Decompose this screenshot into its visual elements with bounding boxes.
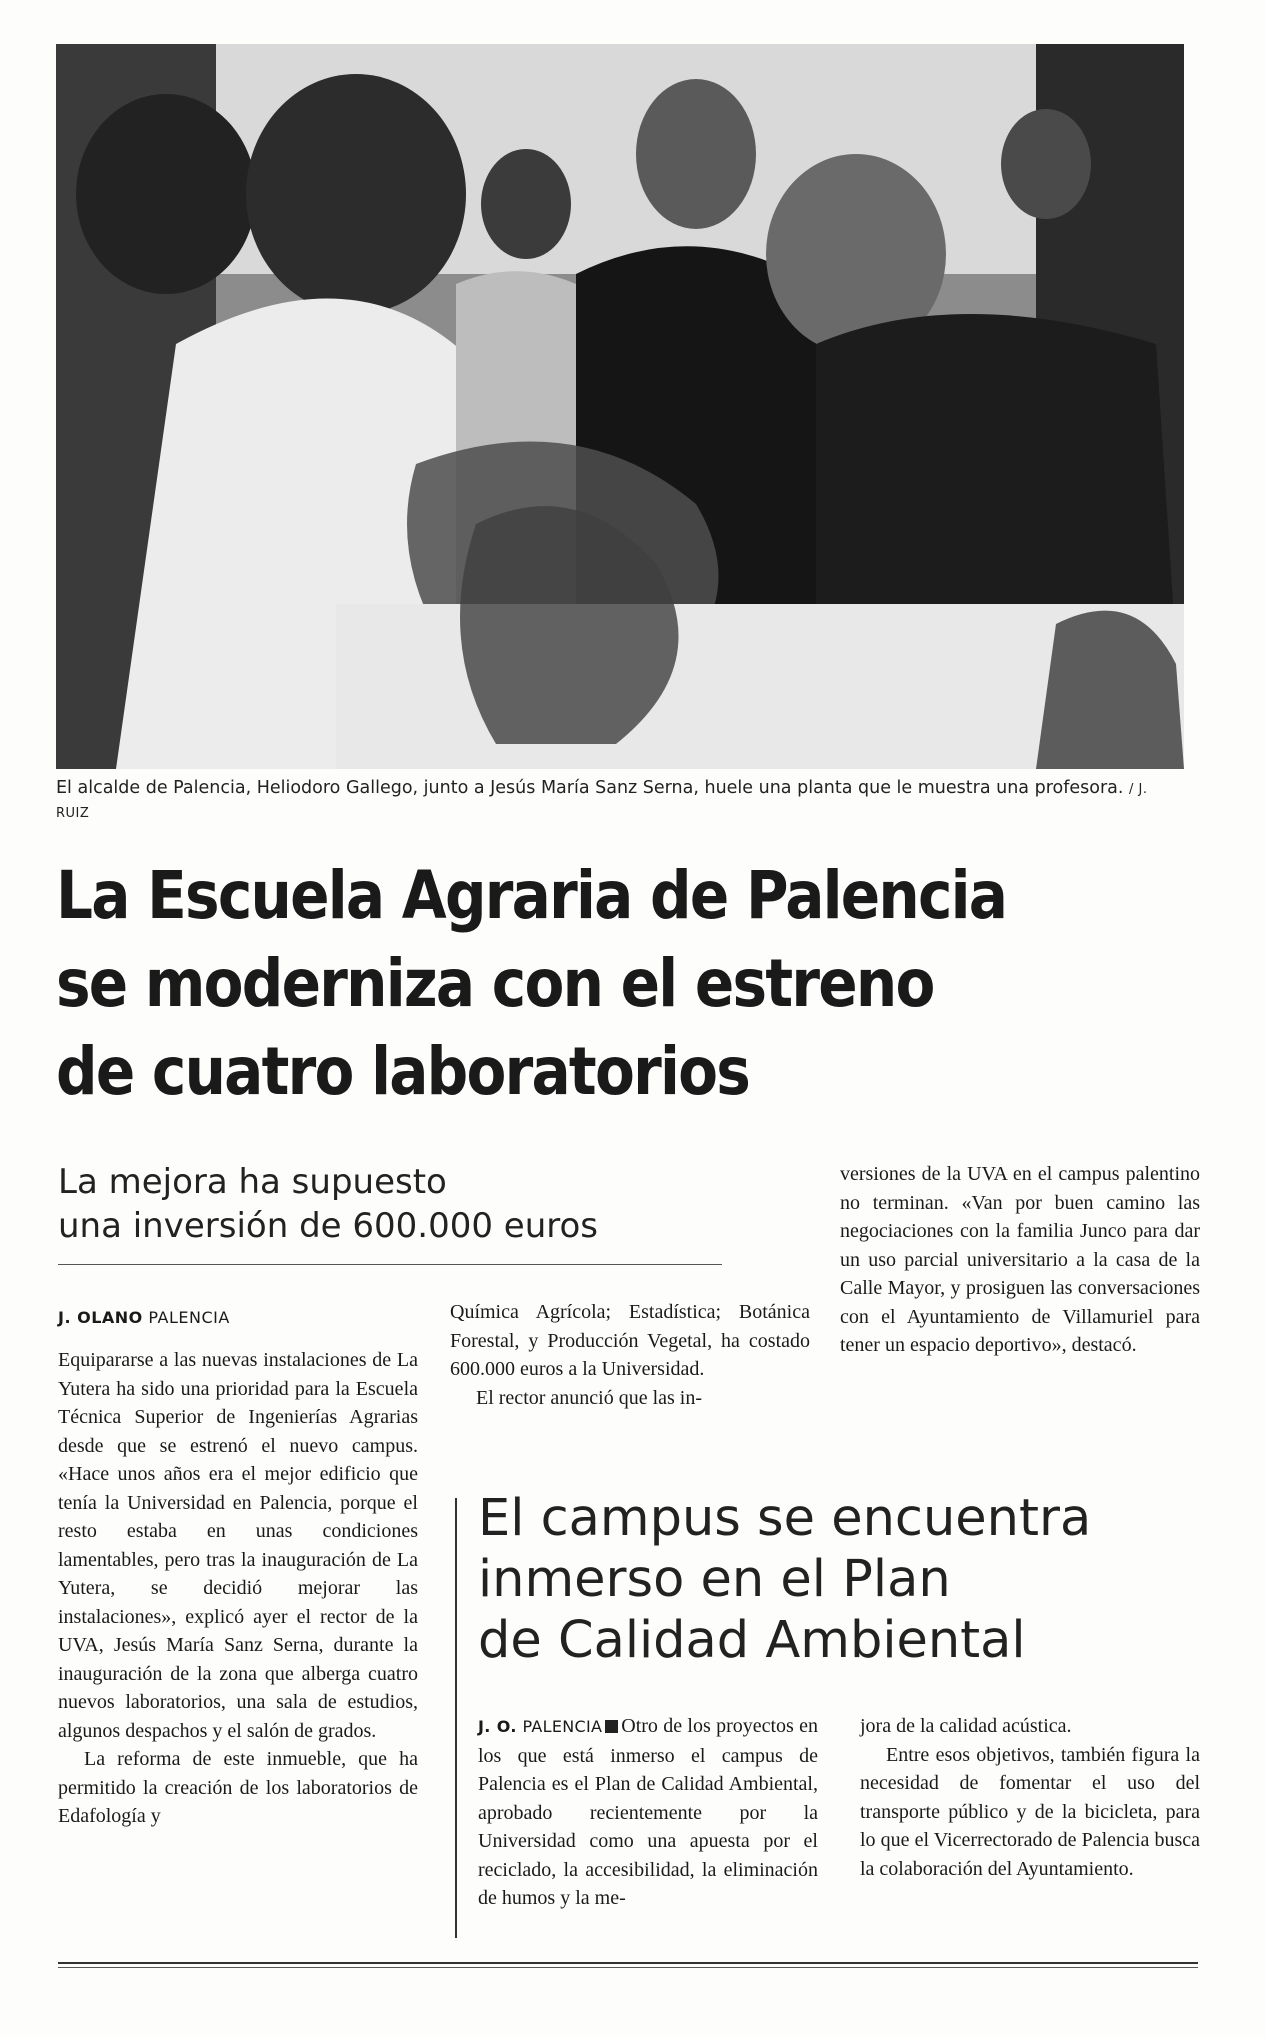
- main-headline: [56, 852, 1059, 1116]
- article-column-2: [450, 1298, 810, 1412]
- byline-author: J. OLANO: [58, 1308, 143, 1327]
- subheadline: [58, 1160, 718, 1248]
- article-paragraph: Entre esos objetivos, también figura la necesidad de fomentar el uso del transporte público y de la bicicleta, para lo que el Vicerrectorado de Palencia busca la colaboración del Ayuntamiento.: [860, 1743, 1200, 1880]
- secondary-headline-line-3: de Calidad Ambiental: [478, 1611, 1026, 1670]
- subhead-rule: [58, 1264, 722, 1265]
- square-bullet-icon: [605, 1720, 618, 1733]
- headline-line-2: se moderniza con el estreno: [56, 945, 934, 1022]
- secondary-headline: [478, 1488, 1198, 1671]
- secondary-column-2: [860, 1712, 1200, 1883]
- secondary-headline-line-1: El campus se encuentra: [478, 1489, 1092, 1548]
- byline-place: PALENCIA: [148, 1308, 230, 1327]
- subhead-line-2: una inversión de 600.000 euros: [58, 1206, 598, 1246]
- photo-credit: / J. RUIZ: [56, 782, 1148, 821]
- article-paragraph: versiones de la UVA en el campus palentino no terminan. «Van por buen camino las negociaciones con la familia Junco para dar un uso parcial universitario a la casa de la Calle Mayor, y prosiguen las conversaciones con el Ayuntamiento de Villamuriel para tener un espacio deportivo», destacó.: [840, 1163, 1200, 1356]
- headline-line-1: La Escuela Agraria de Palencia: [56, 857, 1007, 934]
- bottom-rule: [58, 1967, 1198, 1968]
- secondary-byline-author: J. O.: [478, 1717, 517, 1736]
- secondary-column-1: [478, 1712, 818, 1913]
- secondary-headline-line-2: inmerso en el Plan: [478, 1550, 951, 1609]
- bottom-rule: [58, 1962, 1198, 1964]
- subhead-line-1: La mejora ha supuesto: [58, 1162, 447, 1202]
- news-photo: [56, 44, 1184, 769]
- article-paragraph: El rector anunció que las in-: [476, 1386, 703, 1409]
- headline-line-3: de cuatro laboratorios: [56, 1033, 750, 1110]
- article-paragraph: [478, 1712, 818, 1913]
- article-paragraph: La reforma de este inmueble, que ha permitido la creación de los laboratorios de Edafología y: [58, 1748, 418, 1827]
- article-paragraph: Equipararse a las nuevas instalaciones de La Yutera ha sido una prioridad para la Escuela Técnica Superior de Ingenierías Agrarias desde que se estrenó el nuevo campus. «Hace unos años era el mejor edificio que tenía la Universidad en Palencia, porque el resto estaba en unas condiciones lamentables, pero tras la inauguración de La Yutera, se decidió mejorar las instalaciones», explicó ayer el rector de la UVA, Jesús María Sanz Serna, durante la inauguración de la zona que alberga cuatro nuevos laboratorios, una sala de estudios, algunos despachos y el salón de grados.: [58, 1349, 418, 1742]
- caption-text: El alcalde de Palencia, Heliodoro Gallego, junto a Jesús María Sanz Serna, huele una planta que le muestra una profesora.: [56, 778, 1124, 798]
- article-column-3: [840, 1160, 1200, 1360]
- photo-caption: [56, 777, 1184, 825]
- secondary-byline: [478, 1717, 602, 1736]
- article-paragraph: Química Agrícola; Estadística; Botánica Forestal, y Producción Vegetal, ha costado 600.000 euros a la Universidad.: [450, 1301, 810, 1380]
- photo-illustration: [56, 44, 1184, 769]
- column-divider: [455, 1498, 457, 1938]
- byline: [58, 1308, 230, 1327]
- secondary-text: Otro de los proyectos en los que está inmerso el campus de Palencia es el Plan de Calidad Ambiental, aprobado recientemente por la Universidad como una apuesta por el reciclado, la accesibilidad, la eliminación de humos y la me-: [478, 1715, 819, 1909]
- secondary-byline-place: PALENCIA: [522, 1717, 603, 1736]
- article-column-1: [58, 1346, 418, 1831]
- article-paragraph: jora de la calidad acústica.: [860, 1715, 1072, 1737]
